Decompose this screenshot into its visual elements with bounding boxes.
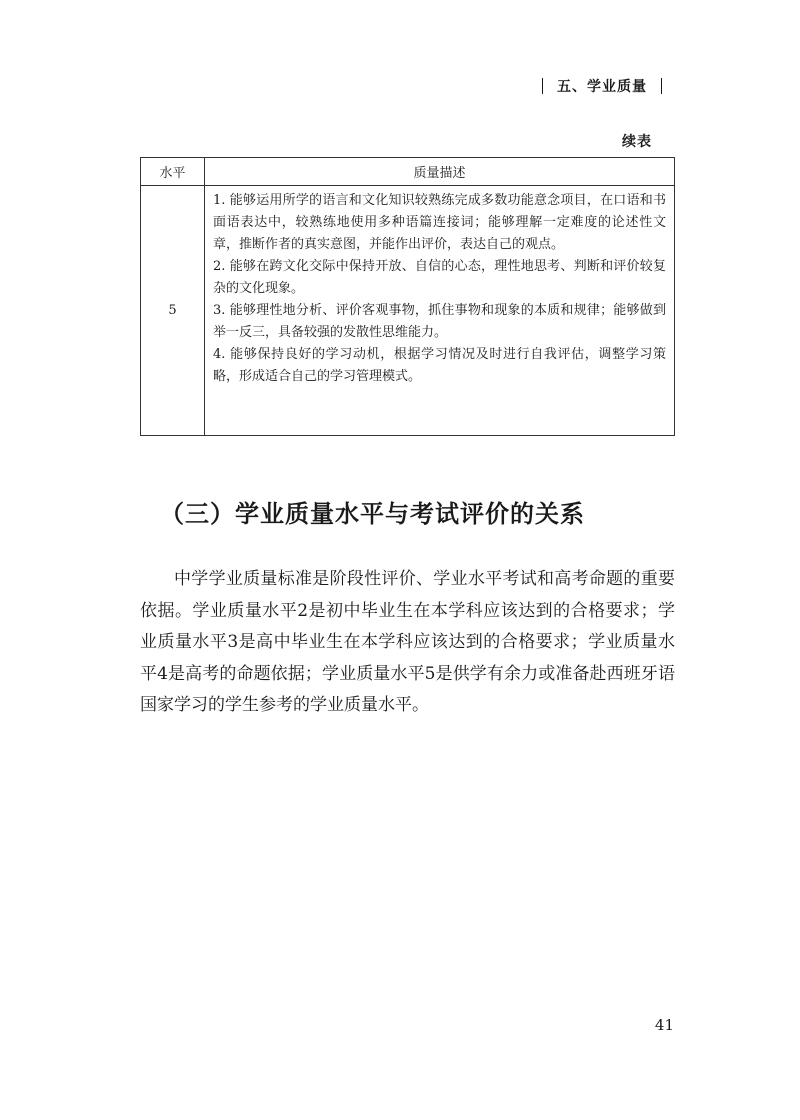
- description-item-1: 1. 能够运用所学的语言和文化知识较熟练完成多数功能意念项目，在口语和书面语表达中，较熟练地使用多种语篇连接词；能够理解一定难度的论述性文章，推断作者的真实意图，并能作出评价，表达自己的观点。: [213, 193, 666, 252]
- table-row: [141, 186, 675, 436]
- table-header-row: [141, 158, 675, 186]
- description-item-4: 4. 能够保持良好的学习动机，根据学习情况及时进行自我评估，调整学习策略，形成适合自己的学习管理模式。: [213, 347, 666, 384]
- table-caption: 续表: [622, 134, 652, 150]
- column-header-description: 质量描述: [205, 158, 675, 186]
- column-header-level: 水平: [141, 158, 205, 186]
- page-number: 41: [654, 1016, 674, 1034]
- description-item-2: 2. 能够在跨文化交际中保持开放、自信的心态，理性地思考、判断和评价较复杂的文化现象。: [213, 259, 666, 296]
- description-cell: [205, 186, 675, 436]
- quality-table: [140, 157, 675, 436]
- header-section-title: 五、学业质量: [557, 79, 647, 95]
- description-item-3: 3. 能够理性地分析、评价客观事物，抓住事物和现象的本质和规律；能够做到举一反三，具备较强的发散性思维能力。: [213, 303, 666, 340]
- body-paragraph: 中学学业质量标准是阶段性评价、学业水平考试和高考命题的重要依据。学业质量水平2是初中毕业生在本学科应该达到的合格要求；学业质量水平3是高中毕业生在本学科应该达到的合格要求；学业质量水平4是高考的命题依据；学业质量水平5是供学有余力或准备赴西班牙语国家学习的学生参考的学业质量水平。: [140, 569, 675, 715]
- header-right-bar: [661, 78, 662, 94]
- section-heading: （三）学业质量水平与考试评价的关系: [160, 500, 585, 528]
- level-cell: 5: [141, 186, 205, 436]
- running-header: [528, 76, 676, 96]
- header-left-bar: [542, 78, 543, 94]
